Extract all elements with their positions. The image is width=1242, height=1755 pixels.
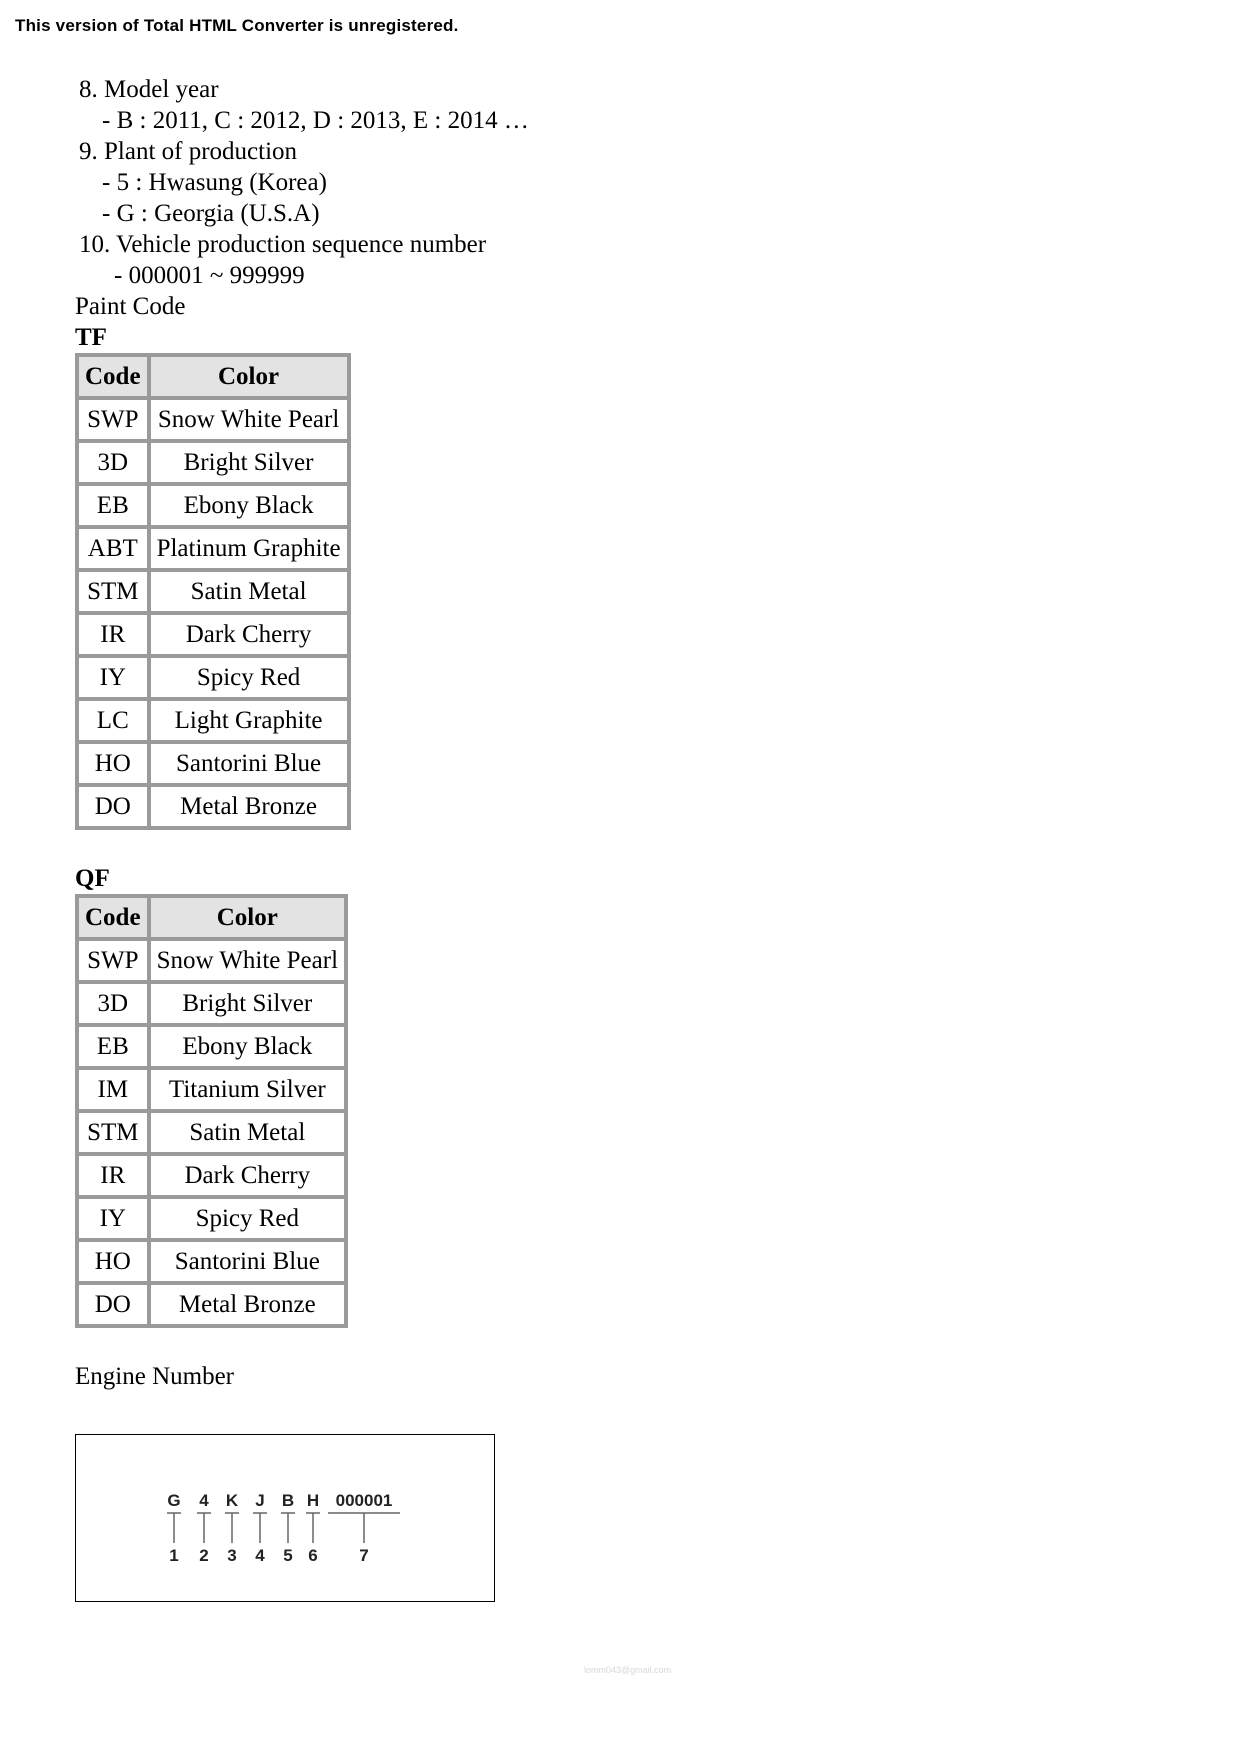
paint-color-cell: Santorini Blue — [149, 1240, 346, 1283]
tf-paint-table — [75, 353, 351, 830]
paint-code-cell: 3D — [77, 982, 149, 1025]
table-row — [77, 1154, 346, 1197]
engine-character: H — [306, 1491, 320, 1510]
engine-index: 7 — [359, 1546, 369, 1565]
code-header: Code — [77, 896, 149, 939]
plant-value: - G : Georgia (U.S.A) — [102, 200, 320, 227]
table-row — [77, 1111, 346, 1154]
engine-index: 5 — [283, 1546, 293, 1565]
converter-banner: This version of Total HTML Converter is unregistered. — [15, 16, 459, 35]
paint-code-cell: SWP — [77, 939, 149, 982]
table-row — [77, 398, 349, 441]
footer-watermark: lomm043@gmail.com — [584, 1665, 672, 1675]
paint-color-cell: Snow White Pearl — [149, 939, 346, 982]
paint-color-cell: Titanium Silver — [149, 1068, 346, 1111]
engine-character: 000001 — [335, 1491, 393, 1510]
paint-color-cell: Metal Bronze — [149, 1283, 346, 1326]
table-row — [77, 484, 349, 527]
engine-index: 1 — [169, 1546, 179, 1565]
paint-color-cell: Satin Metal — [149, 570, 349, 613]
table-header-row — [77, 355, 349, 398]
paint-color-cell: Santorini Blue — [149, 742, 349, 785]
paint-code-cell: DO — [77, 1283, 149, 1326]
table-row — [77, 656, 349, 699]
model-year-value: - B : 2011, C : 2012, D : 2013, E : 2014 … — [102, 107, 529, 134]
table-row — [77, 939, 346, 982]
paint-code-cell: EB — [77, 484, 149, 527]
plant-value: - 5 : Hwasung (Korea) — [102, 169, 327, 196]
paint-code-cell: 3D — [77, 441, 149, 484]
paint-color-cell: Light Graphite — [149, 699, 349, 742]
engine-character: K — [225, 1491, 239, 1510]
table-header-row — [77, 896, 346, 939]
table-row — [77, 1025, 346, 1068]
paint-code-cell: ABT — [77, 527, 149, 570]
table-row — [77, 1240, 346, 1283]
model-year-title: 8. Model year — [79, 76, 219, 103]
paint-color-cell: Metal Bronze — [149, 785, 349, 828]
table-row — [77, 785, 349, 828]
table-row — [77, 1068, 346, 1111]
table-row — [77, 1197, 346, 1240]
engine-index: 6 — [308, 1546, 318, 1565]
paint-code-cell: HO — [77, 1240, 149, 1283]
engine-character: 4 — [199, 1491, 209, 1510]
engine-character: G — [167, 1491, 181, 1510]
engine-character: B — [281, 1491, 295, 1510]
qf-label: QF — [75, 865, 110, 892]
table-row — [77, 613, 349, 656]
table-row — [77, 699, 349, 742]
table-row — [77, 441, 349, 484]
engine-index: 2 — [199, 1546, 209, 1565]
paint-code-cell: IY — [77, 1197, 149, 1240]
paint-code-cell: IR — [77, 1154, 149, 1197]
engine-number-figure — [76, 1435, 496, 1603]
table-row — [77, 527, 349, 570]
paint-color-cell: Ebony Black — [149, 1025, 346, 1068]
plant-title: 9. Plant of production — [79, 138, 298, 165]
paint-code-cell: SWP — [77, 398, 149, 441]
table-row — [77, 570, 349, 613]
sequence-value: - 000001 ~ 999999 — [114, 262, 305, 289]
table-row — [77, 1283, 346, 1326]
engine-index: 4 — [255, 1546, 265, 1565]
paint-color-cell: Satin Metal — [149, 1111, 346, 1154]
qf-paint-table — [75, 894, 348, 1328]
paint-code-cell: LC — [77, 699, 149, 742]
paint-color-cell: Dark Cherry — [149, 1154, 346, 1197]
paint-code-title: Paint Code — [75, 293, 186, 320]
engine-number-diagram — [75, 1434, 495, 1602]
table-row — [77, 742, 349, 785]
paint-code-cell: STM — [77, 1111, 149, 1154]
paint-color-cell: Spicy Red — [149, 1197, 346, 1240]
paint-color-cell: Bright Silver — [149, 982, 346, 1025]
paint-code-cell: IR — [77, 613, 149, 656]
color-header: Color — [149, 355, 349, 398]
engine-number-title: Engine Number — [75, 1363, 234, 1390]
engine-index: 3 — [227, 1546, 237, 1565]
sequence-title: 10. Vehicle production sequence number — [79, 231, 487, 258]
engine-character: J — [255, 1491, 265, 1510]
code-header: Code — [77, 355, 149, 398]
tf-label: TF — [75, 324, 107, 351]
color-header: Color — [149, 896, 346, 939]
paint-color-cell: Platinum Graphite — [149, 527, 349, 570]
paint-color-cell: Ebony Black — [149, 484, 349, 527]
paint-color-cell: Bright Silver — [149, 441, 349, 484]
paint-code-cell: STM — [77, 570, 149, 613]
paint-code-cell: DO — [77, 785, 149, 828]
paint-code-cell: HO — [77, 742, 149, 785]
paint-color-cell: Dark Cherry — [149, 613, 349, 656]
paint-code-cell: IY — [77, 656, 149, 699]
paint-color-cell: Snow White Pearl — [149, 398, 349, 441]
paint-color-cell: Spicy Red — [149, 656, 349, 699]
table-row — [77, 982, 346, 1025]
paint-code-cell: EB — [77, 1025, 149, 1068]
paint-code-cell: IM — [77, 1068, 149, 1111]
